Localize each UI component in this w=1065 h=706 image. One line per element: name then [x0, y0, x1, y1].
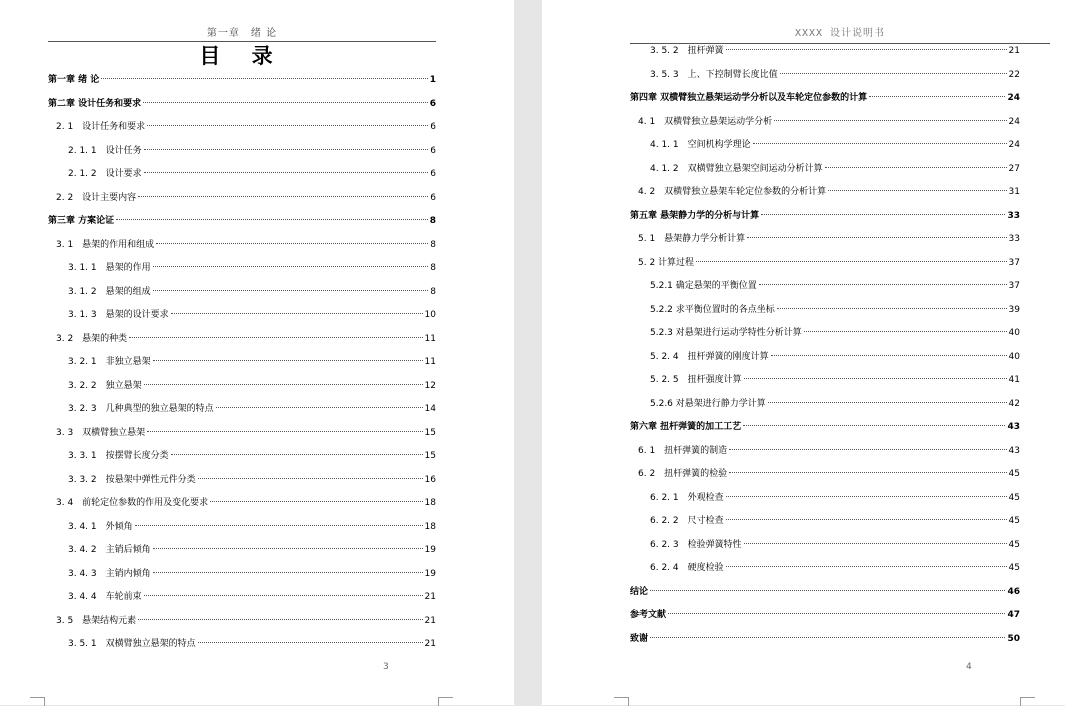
dot-leader [726, 566, 1007, 567]
toc-entry-title: 3. 1. 2 悬架的组成 [68, 286, 151, 297]
dot-leader [726, 49, 1007, 50]
dot-leader [729, 449, 1006, 450]
toc-entry[interactable] [630, 440, 1020, 464]
toc-entry[interactable] [48, 539, 436, 563]
toc-entry-page: 15 [424, 451, 436, 461]
toc-entry[interactable] [48, 422, 436, 446]
dot-leader [101, 78, 427, 79]
toc-entry[interactable] [630, 604, 1020, 628]
toc-entry-title: 5.2.2 求平衡位置时的各点坐标 [650, 304, 775, 315]
toc-entry[interactable] [630, 628, 1020, 652]
toc-entry-title: 第四章 双横臂独立悬架运动学分析以及车轮定位参数的计算 [630, 93, 868, 103]
dot-leader [171, 313, 423, 314]
toc-entry-page: 12 [424, 380, 436, 391]
toc-entry[interactable] [48, 304, 436, 328]
dot-leader [668, 613, 1005, 614]
toc-entry-title: 3. 1. 1 悬架的作用 [68, 263, 151, 273]
toc-entry-page: 45 [1008, 539, 1020, 550]
toc-entry[interactable] [48, 610, 436, 634]
dot-leader [156, 243, 428, 244]
dot-leader [726, 496, 1007, 497]
toc-entry-title: 第五章 悬架静力学的分析与计算 [630, 210, 760, 221]
toc-entry-title: 3. 5. 3 上、下控制臂长度比值 [650, 69, 778, 80]
toc-entry[interactable] [48, 375, 436, 399]
toc-entry-title: 2. 1. 1 设计任务 [68, 145, 142, 156]
toc-entry[interactable] [630, 181, 1020, 205]
toc-entry-page: 24 [1008, 116, 1020, 127]
toc-entry-page: 21 [1008, 46, 1020, 56]
toc-entry[interactable] [630, 346, 1020, 370]
toc-entry-title: 6. 1 扭杆弹簧的制造 [638, 445, 728, 456]
toc-entry-title: 3. 3. 1 按摆臂长度分类 [68, 451, 169, 461]
toc-entry-page: 24 [1007, 93, 1020, 103]
page-number: 4 [966, 662, 972, 672]
toc-entry-page: 19 [424, 545, 436, 555]
toc-entry-title: 3. 2. 1 非独立悬架 [68, 357, 151, 367]
toc-entry[interactable] [48, 163, 436, 187]
dot-leader [138, 619, 422, 620]
toc-entry-title: 第三章 方案论证 [48, 216, 115, 226]
toc-entry-page: 10 [424, 310, 436, 320]
toc-entry-page: 8 [429, 216, 436, 226]
toc-entry-title: 2. 1 设计任务和要求 [56, 122, 146, 132]
toc-entry[interactable] [48, 563, 436, 587]
toc-entry-title: 结论 [630, 586, 649, 597]
dot-leader [777, 308, 1007, 309]
toc-entry-page: 37 [1008, 257, 1020, 268]
toc-entry-page: 21 [424, 639, 436, 649]
toc-entry[interactable] [48, 93, 436, 117]
toc-entry-title: 3. 3 双横臂独立悬架 [56, 427, 146, 438]
toc-entry-title: 3. 1. 3 悬架的设计要求 [68, 310, 169, 320]
toc-entry-title: 3. 5. 1 双横臂独立悬架的特点 [68, 639, 196, 649]
toc-entry-title: 5. 2 计算过程 [638, 257, 695, 268]
dot-leader [144, 595, 423, 596]
toc-entry-page: 45 [1008, 563, 1020, 573]
toc-entry[interactable] [630, 275, 1020, 299]
toc-entry[interactable] [48, 257, 436, 281]
toc-entry-title: 2. 1. 2 设计要求 [68, 169, 142, 179]
toc-entry[interactable] [48, 116, 436, 140]
toc-entry[interactable] [48, 328, 436, 352]
dot-leader [804, 331, 1007, 332]
dot-leader [774, 120, 1006, 121]
toc-entry-title: 5. 2. 4 扭杆弹簧的刚度计算 [650, 351, 769, 362]
dot-leader [171, 454, 423, 455]
toc-entry[interactable] [630, 557, 1020, 581]
toc-entry-page: 47 [1007, 610, 1020, 620]
toc-entry-title: 5.2.1 确定悬架的平衡位置 [650, 281, 757, 291]
toc-entry-title: 2. 2 设计主要内容 [56, 192, 137, 203]
dot-leader [828, 190, 1006, 191]
toc-entry[interactable] [630, 322, 1020, 346]
dot-leader [198, 478, 423, 479]
toc-list [48, 69, 436, 657]
toc-entry-page: 14 [424, 404, 436, 414]
dot-leader [726, 519, 1007, 520]
toc-entry-page: 37 [1008, 281, 1020, 291]
dot-leader [144, 149, 429, 150]
dot-leader [650, 590, 1005, 591]
dot-leader [147, 431, 422, 432]
toc-entry[interactable] [48, 69, 436, 93]
toc-title: 目 录 [199, 43, 285, 68]
dot-leader [144, 172, 429, 173]
toc-entry-page: 1 [429, 75, 436, 85]
toc-entry[interactable] [48, 492, 436, 516]
dot-leader [144, 384, 423, 385]
toc-entry-page: 19 [424, 568, 436, 579]
dot-leader [153, 548, 423, 549]
toc-entry-title: 6. 2. 1 外观检查 [650, 492, 724, 503]
toc-entry-page: 43 [1007, 422, 1020, 432]
toc-entry-title: 6. 2. 3 检验弹簧特性 [650, 539, 742, 550]
toc-entry-page: 6 [429, 98, 436, 109]
toc-entry[interactable] [48, 187, 436, 211]
dot-leader [780, 73, 1007, 74]
toc-entry-title: 6. 2 扭杆弹簧的检验 [638, 469, 728, 479]
dot-leader [116, 219, 428, 220]
document-page-left [0, 0, 514, 705]
page-header: XXXX 设计说明书 [630, 24, 1050, 44]
dot-leader [869, 96, 1005, 97]
toc-entry-title: 3. 4. 4 车轮前束 [68, 592, 142, 602]
toc-entry-title: 3. 1 悬架的作用和组成 [56, 239, 155, 250]
toc-entry[interactable] [630, 111, 1020, 135]
toc-entry-title: 3. 4. 2 主销后倾角 [68, 545, 151, 555]
dot-leader [747, 237, 1006, 238]
toc-entry-title: 参考文献 [630, 610, 667, 620]
toc-entry-page: 18 [424, 498, 436, 508]
toc-entry-page: 6 [430, 145, 436, 156]
toc-entry-title: 3. 5. 2 扭杆弹簧 [650, 46, 724, 56]
toc-entry[interactable] [48, 351, 436, 375]
toc-entry-page: 27 [1008, 163, 1020, 174]
toc-entry-title: 3. 5 悬架结构元素 [56, 615, 137, 626]
dot-leader [198, 642, 423, 643]
dot-leader [138, 196, 428, 197]
toc-entry[interactable] [630, 581, 1020, 605]
dot-leader [759, 284, 1007, 285]
toc-entry-title: 3. 4. 1 外倾角 [68, 521, 133, 532]
toc-entry-title: 5.2.6 对悬架进行静力学计算 [650, 398, 766, 409]
toc-entry[interactable] [630, 463, 1020, 487]
toc-entry[interactable] [630, 87, 1020, 111]
toc-entry-page: 39 [1008, 304, 1020, 315]
dot-leader [153, 290, 429, 291]
toc-entry-page: 43 [1008, 445, 1020, 456]
toc-entry-page: 31 [1008, 187, 1020, 197]
toc-entry-title: 3. 2 悬架的种类 [56, 333, 128, 344]
toc-entry-page: 11 [424, 333, 436, 344]
toc-entry-page: 16 [424, 474, 436, 485]
toc-entry-title: 第二章 设计任务和要求 [48, 98, 142, 109]
page-header: 第一章 绪 论 [48, 24, 436, 42]
dot-leader [153, 572, 423, 573]
dot-leader [729, 472, 1006, 473]
toc-entry[interactable] [630, 134, 1020, 158]
toc-entry-page: 15 [424, 427, 436, 438]
toc-entry[interactable] [630, 416, 1020, 440]
toc-entry-title: 第一章 绪 论 [48, 75, 100, 85]
toc-entry[interactable] [630, 64, 1020, 88]
toc-entry[interactable] [630, 369, 1020, 393]
toc-entry-page: 45 [1008, 516, 1020, 526]
dot-leader [650, 637, 1005, 638]
dot-leader [768, 402, 1007, 403]
toc-entry[interactable] [630, 228, 1020, 252]
toc-entry[interactable] [630, 487, 1020, 511]
toc-entry[interactable] [48, 140, 436, 164]
toc-entry-title: 5. 2. 5 扭杆强度计算 [650, 375, 742, 385]
toc-entry-page: 22 [1008, 69, 1020, 80]
toc-entry-page: 6 [430, 122, 436, 132]
page-number: 3 [383, 662, 389, 672]
toc-entry-page: 18 [424, 521, 436, 532]
toc-entry-page: 40 [1008, 351, 1020, 362]
toc-entry-page: 50 [1007, 633, 1020, 644]
toc-entry-page: 42 [1008, 398, 1020, 409]
toc-entry[interactable] [48, 586, 436, 610]
toc-entry[interactable] [48, 398, 436, 422]
toc-entry-page: 6 [430, 169, 436, 179]
toc-entry[interactable] [48, 281, 436, 305]
dot-leader [696, 261, 1007, 262]
toc-entry[interactable] [48, 633, 436, 657]
toc-entry[interactable] [48, 469, 436, 493]
dot-leader [153, 266, 429, 267]
toc-entry[interactable] [630, 299, 1020, 323]
toc-entry[interactable] [48, 210, 436, 234]
dot-leader [143, 102, 428, 103]
toc-entry[interactable] [630, 534, 1020, 558]
toc-entry-title: 5. 1 悬架静力学分析计算 [638, 234, 746, 244]
toc-entry-title: 4. 1. 1 空间机构学理论 [650, 140, 751, 150]
toc-entry-title: 4. 1. 2 双横臂独立悬架空间运动分析计算 [650, 163, 823, 174]
dot-leader [744, 543, 1007, 544]
toc-entry-page: 33 [1008, 234, 1020, 244]
toc-entry-page: 21 [424, 615, 436, 626]
toc-entry-title: 6. 2. 2 尺寸检查 [650, 516, 724, 526]
toc-entry-page: 11 [424, 357, 436, 367]
toc-entry[interactable] [630, 252, 1020, 276]
toc-entry[interactable] [48, 516, 436, 540]
toc-entry-page: 8 [430, 263, 436, 273]
toc-entry-title: 6. 2. 4 硬度检验 [650, 563, 724, 573]
dot-leader [135, 525, 423, 526]
toc-entry-page: 41 [1008, 375, 1020, 385]
toc-entry[interactable] [630, 393, 1020, 417]
toc-entry-page: 8 [430, 239, 436, 250]
toc-entry[interactable] [48, 445, 436, 469]
page-gap [514, 0, 542, 705]
dot-leader [744, 378, 1007, 379]
toc-entry-title: 3. 4. 3 主销内倾角 [68, 568, 151, 579]
toc-entry-page: 24 [1008, 140, 1020, 150]
toc-entry-page: 45 [1008, 469, 1020, 479]
toc-entry-page: 40 [1008, 328, 1020, 338]
toc-list [630, 40, 1020, 651]
toc-entry-title: 3. 4 前轮定位参数的作用及变化要求 [56, 498, 209, 508]
toc-entry-title: 致谢 [630, 633, 649, 644]
toc-entry-title: 4. 1 双横臂独立悬架运动学分析 [638, 116, 773, 127]
dot-leader [216, 407, 423, 408]
toc-entry-title: 3. 2. 2 独立悬架 [68, 380, 142, 391]
toc-entry-page: 8 [430, 286, 436, 297]
dot-leader [743, 425, 1005, 426]
dot-leader [129, 337, 422, 338]
dot-leader [825, 167, 1007, 168]
toc-entry-title: 3. 2. 3 几种典型的独立悬架的特点 [68, 404, 214, 414]
dot-leader [147, 125, 428, 126]
toc-entry-page: 21 [424, 592, 436, 602]
toc-entry[interactable] [630, 40, 1020, 64]
dot-leader [753, 143, 1007, 144]
toc-entry[interactable] [630, 205, 1020, 229]
toc-entry-title: 5.2.3 对悬架进行运动学特性分析计算 [650, 328, 802, 338]
toc-entry-title: 第六章 扭杆弹簧的加工工艺 [630, 422, 742, 432]
toc-entry-page: 33 [1007, 210, 1020, 221]
toc-entry[interactable] [630, 510, 1020, 534]
dot-leader [153, 360, 423, 361]
toc-entry[interactable] [48, 234, 436, 258]
toc-entry-title: 4. 2 双横臂独立悬架车轮定位参数的分析计算 [638, 187, 827, 197]
toc-entry-title: 3. 3. 2 按悬架中弹性元件分类 [68, 474, 196, 485]
toc-entry-page: 45 [1008, 492, 1020, 503]
dot-leader [771, 355, 1007, 356]
toc-entry-page: 46 [1007, 586, 1020, 597]
toc-entry[interactable] [630, 158, 1020, 182]
dot-leader [210, 501, 422, 502]
dot-leader [761, 214, 1005, 215]
toc-entry-page: 6 [430, 192, 436, 203]
